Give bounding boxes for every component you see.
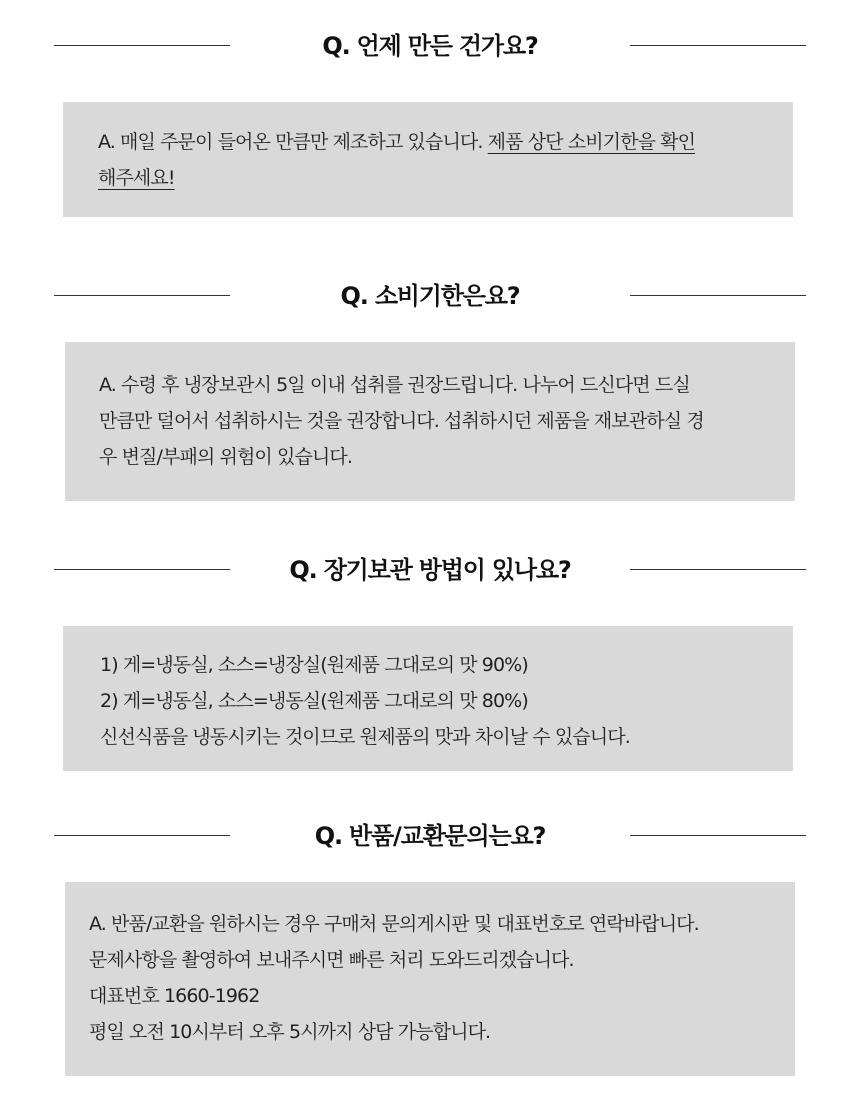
answer-line: 문제사항을 촬영하여 보내주시면 빠른 처리 도와드리겠습니다. (89, 949, 574, 971)
faq-answer-3 (63, 626, 793, 771)
phone-number: 대표번호 1660-1962 (89, 985, 260, 1007)
divider-line-left (54, 45, 230, 46)
answer-line: 우 변질/부패의 위험이 있습니다. (99, 446, 352, 468)
faq-heading-4 (0, 816, 860, 856)
answer-line: A. 수령 후 냉장보관시 5일 이내 섭취를 권장드립니다. 나누어 드신다면 드실 (99, 374, 690, 396)
expiry-check-link[interactable]: 제품 상단 소비기한을 확인 (487, 131, 696, 153)
divider-line-right (630, 835, 806, 836)
divider-line-left (54, 569, 230, 570)
answer-line: 2) 게=냉동실, 소스=냉동실(원제품 그대로의 맛 80%) (100, 690, 528, 712)
answer-line (98, 124, 793, 160)
faq-heading-1 (0, 26, 860, 66)
answer-line (98, 160, 793, 196)
answer-line: A. 반품/교환을 원하시는 경우 구매처 문의게시판 및 대표번호로 연락바랍니다. (89, 913, 699, 935)
faq-question-4: Q. 반품/교환문의는요? (314, 822, 546, 850)
answer-line: 만큼만 덜어서 섭취하시는 것을 권장합니다. 섭취하시던 제품을 재보관하실 경 (99, 410, 704, 432)
faq-answer-4 (65, 882, 795, 1076)
divider-line-left (54, 295, 230, 296)
divider-line-right (630, 295, 806, 296)
divider-line-left (54, 835, 230, 836)
faq-answer-2 (65, 342, 795, 501)
faq-heading-3 (0, 550, 860, 590)
faq-question-2: Q. 소비기한은요? (340, 282, 520, 310)
answer-line: 평일 오전 10시부터 오후 5시까지 상담 가능합니다. (89, 1021, 491, 1043)
answer-line: 1) 게=냉동실, 소스=냉장실(원제품 그대로의 맛 90%) (100, 654, 528, 676)
answer-text: A. 매일 주문이 들어온 만큼만 제조하고 있습니다. (98, 131, 488, 153)
divider-line-right (630, 569, 806, 570)
answer-line: 신선식품을 냉동시키는 것이므로 원제품의 맛과 차이날 수 있습니다. (100, 726, 630, 748)
faq-question-3: Q. 장기보관 방법이 있나요? (289, 556, 571, 584)
faq-answer-1 (63, 102, 793, 217)
faq-heading-2 (0, 276, 860, 316)
faq-question-1: Q. 언제 만든 건가요? (322, 32, 538, 60)
divider-line-right (630, 45, 806, 46)
expiry-check-link-continued[interactable]: 해주세요! (98, 167, 175, 189)
